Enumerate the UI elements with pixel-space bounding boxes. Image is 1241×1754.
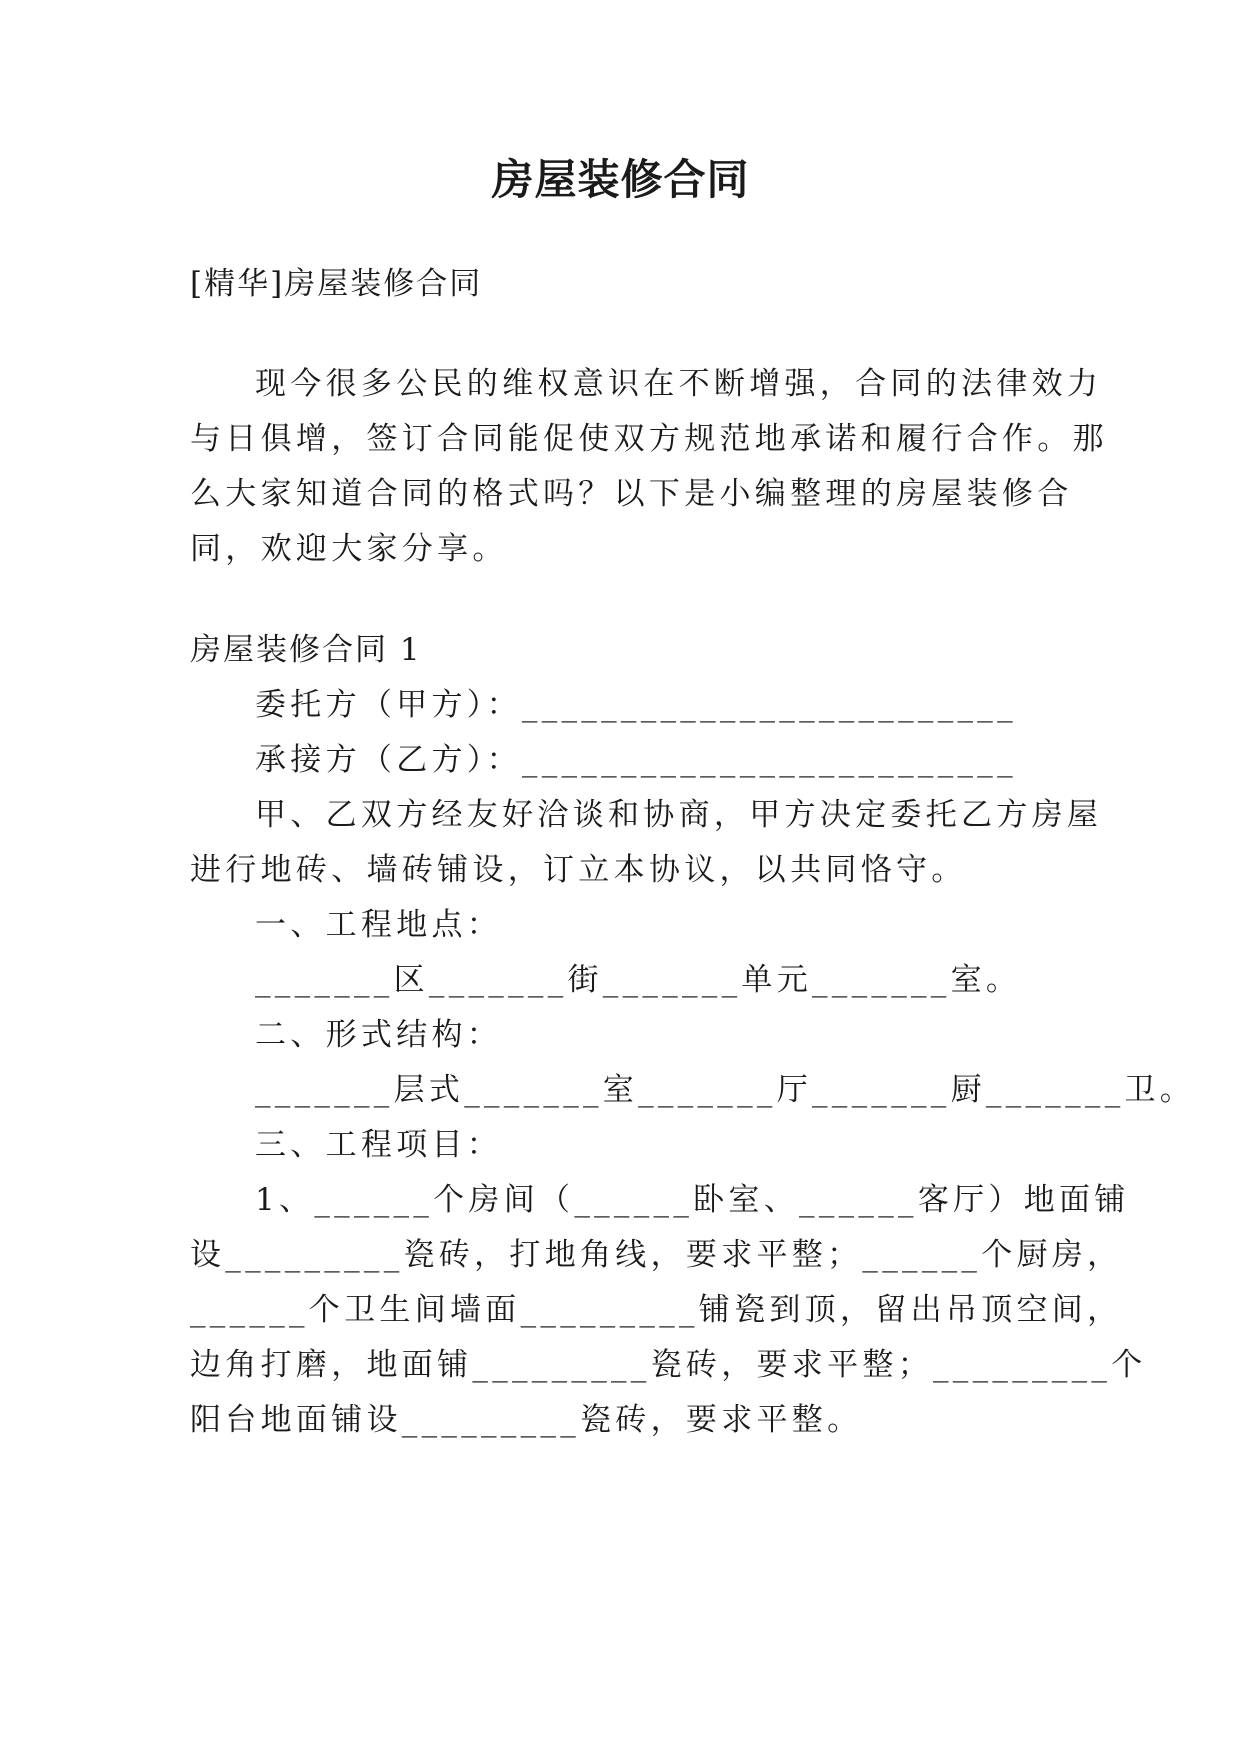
document-subtitle: [精华]房屋装修合同 <box>190 266 483 302</box>
item3-line-2: 设_________瓷砖，打地角线，要求平整；______个厨房， <box>190 1237 1123 1273</box>
agreement-line-1: 甲、乙双方经友好洽谈和协商，甲方决定委托乙方房屋 <box>255 797 1103 833</box>
intro-line-2: 与日俱增，签订合同能促使双方规范地承诺和履行合作。那 <box>190 421 1108 457</box>
item3-line-5: 阳台地面铺设_________瓷砖，要求平整。 <box>190 1402 863 1438</box>
section-heading: 房屋装修合同 1 <box>190 632 422 668</box>
item3-line-4: 边角打磨，地面铺_________瓷砖，要求平整；_________个 <box>190 1347 1147 1383</box>
intro-line-4: 同，欢迎大家分享。 <box>190 531 508 567</box>
party-b-line: 承接方（乙方）：_________________________ <box>255 742 1017 778</box>
document-title: 房屋装修合同 <box>491 155 750 204</box>
item3-heading: 三、工程项目： <box>255 1127 503 1163</box>
intro-line-1: 现今很多公民的维权意识在不断增强，合同的法律效力 <box>255 366 1103 402</box>
item3-line-1: 1、______个房间（______卧室、______客厅）地面铺 <box>255 1182 1130 1218</box>
party-a-line: 委托方（甲方）：_________________________ <box>255 687 1017 723</box>
item1-heading: 一、工程地点： <box>255 907 503 943</box>
item1-fill: _______区_______街_______单元_______室。 <box>255 962 1022 998</box>
item2-fill: _______层式_______室_______厅_______厨_______卫。 <box>255 1072 1196 1108</box>
item2-heading: 二、形式结构： <box>255 1017 503 1053</box>
intro-line-3: 么大家知道合同的格式吗？以下是小编整理的房屋装修合 <box>190 476 1073 512</box>
item3-line-3: ______个卫生间墙面_________铺瓷到顶，留出吊顶空间， <box>190 1292 1123 1328</box>
agreement-line-2: 进行地砖、墙砖铺设，订立本协议，以共同恪守。 <box>190 852 967 888</box>
